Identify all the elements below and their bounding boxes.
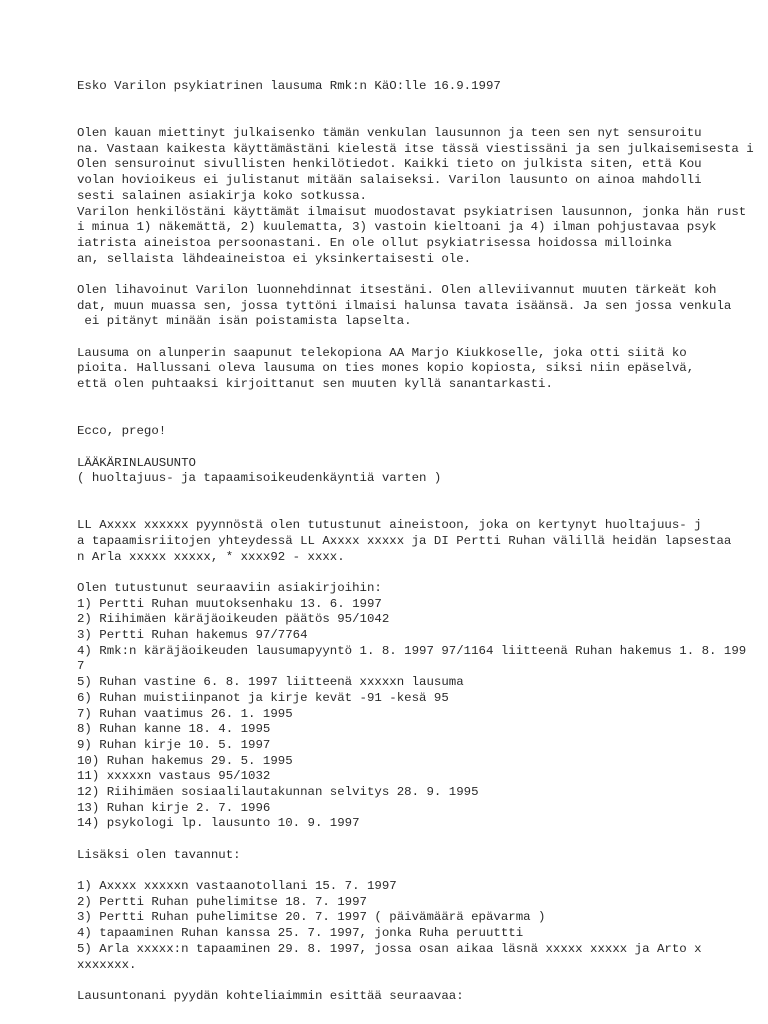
document-list-item: 4) Rmk:n käräjäoikeuden lausumapyyntö 1. 8. 1997 97/1164 liitteenä Ruhan hakemus 1. 8. 199	[77, 643, 747, 658]
document-list-item: 2) Riihimäen käräjäoikeuden päätös 95/1042	[77, 612, 390, 627]
document-text	[77, 79, 768, 1005]
blank-line	[77, 440, 768, 456]
blank-line	[77, 863, 768, 879]
blank-line	[77, 408, 768, 424]
blank-line	[77, 393, 768, 409]
document-list-item: 1) Pertti Ruhan muutoksenhaku 13. 6. 1997	[77, 596, 382, 611]
intro-line: an, sellaista lähdeaineistoa ei yksinkertaisesti ole.	[77, 251, 472, 266]
document-list-item: 7) Ruhan vaatimus 26. 1. 1995	[77, 706, 293, 721]
note-line: dat, muun muassa sen, jossa tyttöni ilmaisi halunsa tavata isäänsä. Ja sen jossa venkula	[77, 298, 732, 313]
statement-intro-line: n Arla xxxxx xxxxx, * xxxx92 - xxxx.	[77, 549, 345, 564]
intro-line: na. Vastaan kaikesta käyttämästäni kielestä itse tässä viestissäni ja sen julkaisemisesta i	[77, 141, 754, 156]
note-line: ei pitänyt minään isän poistamista lapselta.	[77, 314, 412, 329]
note-line: Lausuma on alunperin saapunut telekopiona AA Marjo Kiukkoselle, joka otti siitä ko	[77, 345, 687, 360]
statement-subheading: ( huoltajuus- ja tapaamisoikeudenkäyntiä varten )	[77, 471, 442, 486]
document-list-item: 11) xxxxxn vastaus 95/1032	[77, 769, 271, 784]
intro-line: volan hovioikeus ei julistanut mitään salaiseksi. Varilon lausunto on ainoa mahdolli	[77, 173, 702, 188]
meeting-list-item: 5) Arla xxxxx:n tapaaminen 29. 8. 1997, jossa osan aikaa läsnä xxxxx xxxxx ja Arto x	[77, 941, 702, 956]
blank-line	[77, 95, 768, 111]
blank-line	[77, 565, 768, 581]
intro-line: Olen sensuroinut sivullisten henkilötiedot. Kaikki tieto on julkista siten, että Kou	[77, 157, 702, 172]
blank-line	[77, 267, 768, 283]
intro-line: iatrista aineistoa persoonastani. En ole ollut psykiatrisessa hoidossa milloinka	[77, 235, 672, 250]
document-list-item: 13) Ruhan kirje 2. 7. 1996	[77, 800, 271, 815]
intro-line: Varilon henkilöstäni käyttämät ilmaisut muodostavat psykiatrisen lausunnon, jonka hän rust	[77, 204, 747, 219]
closing-line: Lausuntonani pyydän kohteliaimmin esittää seuraavaa:	[77, 988, 464, 1003]
document-list-item: 10) Ruhan hakemus 29. 5. 1995	[77, 753, 293, 768]
documents-heading: Olen tutustunut seuraaviin asiakirjoihin:	[77, 581, 382, 595]
meeting-list-item: xxxxxxx.	[77, 957, 137, 972]
document-list-item: 7	[77, 659, 85, 674]
document-list-item: 3) Pertti Ruhan hakemus 97/7764	[77, 628, 308, 643]
statement-intro-line: a tapaamisriitojen yhteydessä LL Axxxx xxxxx ja DI Pertti Ruhan välillä heidän lapsestaa	[77, 533, 732, 548]
meetings-heading: Lisäksi olen tavannut:	[77, 847, 241, 862]
document-list-item: 5) Ruhan vastine 6. 8. 1997 liitteenä xxxxxn lausuma	[77, 675, 464, 690]
document-list-item: 14) psykologi lp. lausunto 10. 9. 1997	[77, 816, 360, 831]
document-list-item: 8) Ruhan kanne 18. 4. 1995	[77, 722, 271, 737]
meeting-list-item: 3) Pertti Ruhan puhelimitse 20. 7. 1997 ( päivämäärä epävarma )	[77, 910, 546, 925]
blank-line	[77, 110, 768, 126]
document-list-item: 12) Riihimäen sosiaalilautakunnan selvitys 28. 9. 1995	[77, 784, 479, 799]
document-list-item: 9) Ruhan kirje 10. 5. 1997	[77, 737, 271, 752]
blank-line	[77, 832, 768, 848]
meeting-list-item: 2) Pertti Ruhan puhelimitse 18. 7. 1997	[77, 894, 367, 909]
intro-line: i minua 1) näkemättä, 2) kuulematta, 3) vastoin kieltoani ja 4) ilman pohjustavaa psyk	[77, 220, 717, 235]
document-title: Esko Varilon psykiatrinen lausuma Rmk:n KäO:lle 16.9.1997	[77, 79, 501, 93]
blank-line	[77, 503, 768, 519]
blank-line	[77, 973, 768, 989]
meeting-list-item: 4) tapaaminen Ruhan kanssa 25. 7. 1997, jonka Ruha peruuttti	[77, 926, 524, 941]
statement-heading: LÄÄKÄRINLAUSUNTO	[77, 455, 196, 470]
meeting-list-item: 1) Axxxx xxxxxn vastaanotollani 15. 7. 1997	[77, 879, 397, 894]
note-line: Olen lihavoinut Varilon luonnehdinnat itsestäni. Olen alleviivannut muuten tärkeät koh	[77, 282, 717, 297]
statement-intro-line: LL Axxxx xxxxxx pyynnöstä olen tutustunut aineistoon, joka on kertynyt huoltajuus- j	[77, 518, 702, 533]
note-line: pioita. Hallussani oleva lausuma on ties mones kopio kopiosta, siksi niin epäselvä,	[77, 361, 695, 376]
greeting: Ecco, prego!	[77, 424, 167, 439]
blank-line	[77, 487, 768, 503]
intro-line: Olen kauan miettinyt julkaisenko tämän venkulan lausunnon ja teen sen nyt sensuroitu	[77, 126, 702, 141]
blank-line	[77, 330, 768, 346]
note-line: että olen puhtaaksi kirjoittanut sen muuten kyllä sanantarkasti.	[77, 377, 553, 392]
intro-line: sesti salainen asiakirja koko sotkussa.	[77, 188, 367, 203]
document-list-item: 6) Ruhan muistiinpanot ja kirje kevät -91 -kesä 95	[77, 690, 449, 705]
